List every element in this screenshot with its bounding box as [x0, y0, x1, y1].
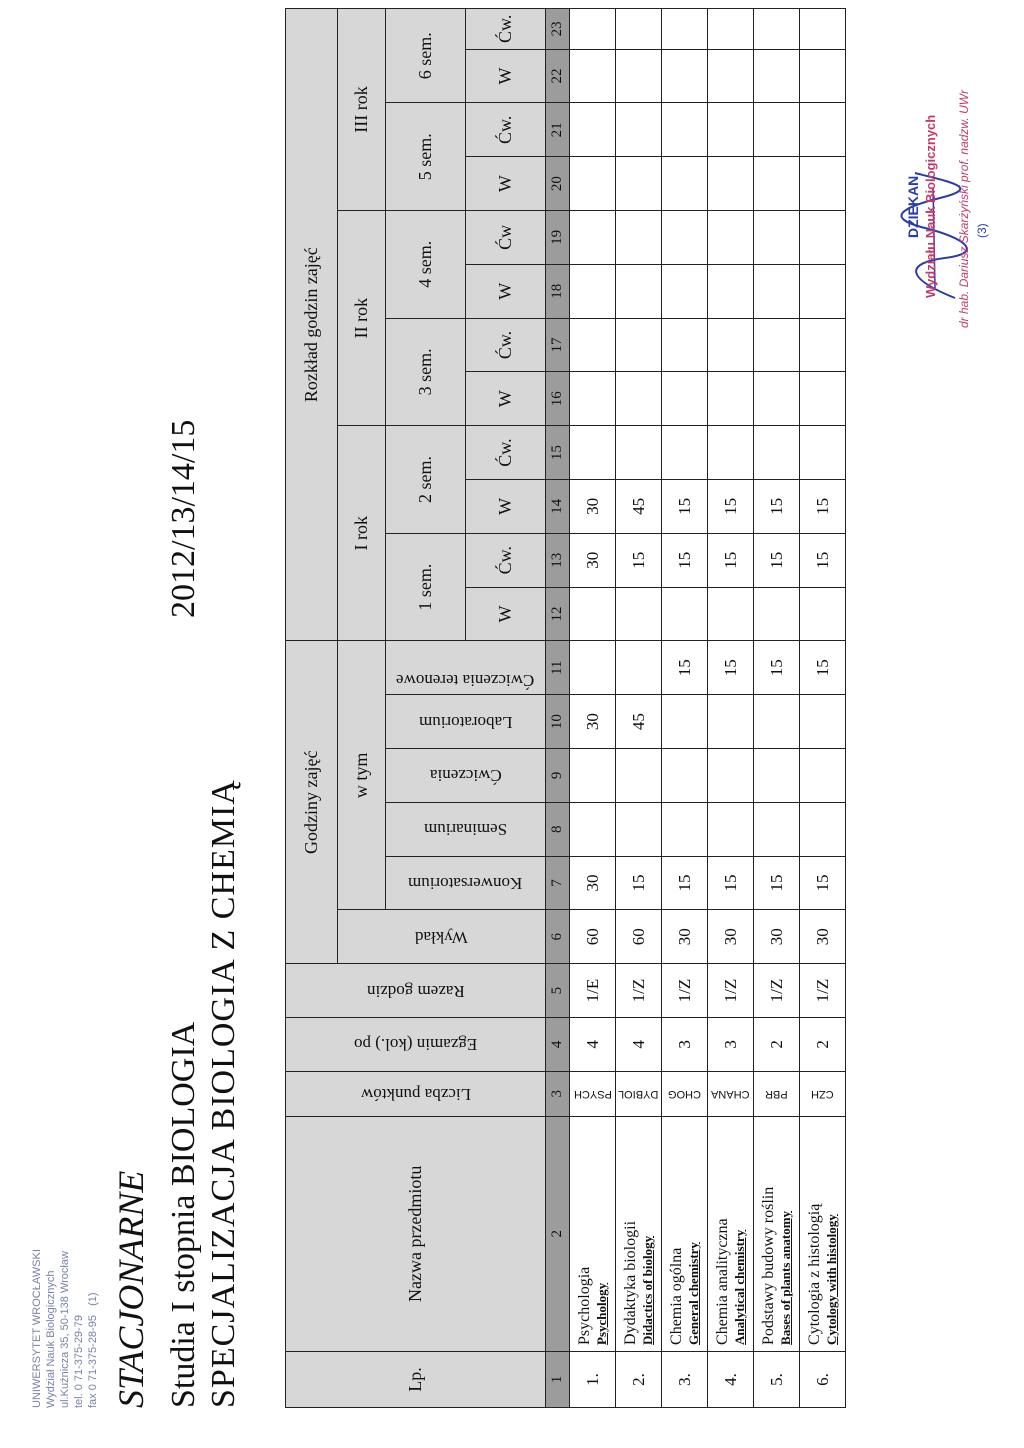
cell-subject-code [754, 1071, 800, 1116]
cell-empty [754, 426, 800, 480]
cell-laboratory: 15 [800, 641, 846, 695]
cell-sem1-w: 15 [662, 533, 708, 587]
subject-name-en: Cytology with histology [823, 1214, 839, 1345]
cell-ects: 2 [754, 1017, 800, 1071]
cell-empty [570, 318, 616, 372]
subject-code: PBR [765, 1087, 788, 1100]
stamp-fax: fax 0 71-375-28-95 [87, 1315, 99, 1408]
cell-empty [662, 49, 708, 103]
header-semester-1: 1 sem. [386, 533, 466, 641]
dean-signature-stamp [905, 68, 1005, 388]
column-number: 5 [546, 964, 570, 1018]
cell-seminar [800, 748, 846, 802]
cell-total-hours: 60 [616, 910, 662, 964]
cell-empty [616, 318, 662, 372]
cell-empty [754, 264, 800, 318]
dean-title: DZIEKAN [905, 175, 921, 238]
cell-conversatory [662, 802, 708, 856]
cell-lecture: 15 [662, 856, 708, 910]
column-number: 1 [546, 1351, 570, 1407]
cell-empty [662, 9, 708, 50]
header-w: W [466, 587, 546, 641]
university-stamp [30, 1249, 100, 1408]
header-field-exercises: Ćwiczenia terenowe [386, 641, 546, 695]
cell-empty [708, 372, 754, 426]
cell-subject-name [708, 1116, 754, 1351]
header-year-1: I rok [338, 426, 386, 641]
cell-empty [708, 318, 754, 372]
cell-total-hours: 30 [708, 910, 754, 964]
cell-empty [800, 211, 846, 265]
table-row [570, 9, 616, 1408]
header-row-1 [286, 9, 338, 1408]
subject-rows [570, 9, 846, 1408]
subject-name-pl: Chemia ogólna [667, 1247, 685, 1345]
header-laboratory: Laboratorium [386, 695, 546, 749]
study-mode-title: STACJONARNE [111, 1170, 151, 1408]
column-number: 11 [546, 641, 570, 695]
cell-empty [800, 426, 846, 480]
cell-conversatory [708, 802, 754, 856]
header-lecture: Wykład [338, 910, 546, 964]
header-w: W [466, 49, 546, 103]
cell-empty [662, 264, 708, 318]
subject-code: PSYCH [573, 1087, 612, 1100]
cell-total-hours: 30 [662, 910, 708, 964]
cell-subject-code [616, 1071, 662, 1116]
cell-exam: 1/E [570, 964, 616, 1018]
cell-conversatory [754, 802, 800, 856]
column-number: 20 [546, 157, 570, 211]
cell-empty [662, 426, 708, 480]
subject-name-en: Analytical chemistry [731, 1229, 747, 1345]
signature-mark: (3) [975, 223, 989, 238]
cell-empty [570, 372, 616, 426]
cell-subject-code [708, 1071, 754, 1116]
header-cw: Ćw [466, 211, 546, 265]
cell-empty [754, 49, 800, 103]
cell-field-exercises [662, 587, 708, 641]
header-semester-4: 4 sem. [386, 211, 466, 319]
cell-sem1-w: 15 [754, 533, 800, 587]
header-conversatory: Konwersatorium [386, 856, 546, 910]
stamp-line: UNIWERSYTET WROCŁAWSKI [31, 1249, 43, 1408]
cell-field-exercises [754, 587, 800, 641]
cell-exam: 1/Z [616, 964, 662, 1018]
cell-seminar [754, 748, 800, 802]
header-semester-5: 5 sem. [386, 103, 466, 211]
cell-seminar [662, 748, 708, 802]
cell-empty [570, 426, 616, 480]
column-number-row [546, 9, 570, 1408]
cell-empty [708, 211, 754, 265]
cell-lp: 2. [616, 1351, 662, 1407]
cell-sem1-cw: 15 [708, 479, 754, 533]
column-number: 15 [546, 426, 570, 480]
cell-subject-name [800, 1116, 846, 1351]
studies-title: Studia I stopnia BIOLOGIA [165, 1021, 202, 1408]
header-w: W [466, 157, 546, 211]
cell-empty [570, 157, 616, 211]
table-row [800, 9, 846, 1408]
header-exercises: Ćwiczenia [386, 748, 546, 802]
subject-name-pl: Cytologia z histologią [805, 1203, 823, 1345]
cell-empty [616, 372, 662, 426]
cell-sem1-cw: 45 [616, 479, 662, 533]
cell-empty [754, 211, 800, 265]
column-number: 13 [546, 533, 570, 587]
cell-lecture: 15 [708, 856, 754, 910]
header-semester-6: 6 sem. [386, 9, 466, 103]
cell-conversatory [616, 802, 662, 856]
stamp-line: Wydział Nauk Biologicznych [45, 1270, 57, 1408]
header-year-3: III rok [338, 9, 386, 211]
cell-empty [800, 157, 846, 211]
cell-field-exercises [708, 587, 754, 641]
stamp-line: ul.Kuźnicza 35, 50-138 Wrocław [59, 1251, 71, 1408]
cell-empty [570, 9, 616, 50]
cell-sem1-w: 15 [708, 533, 754, 587]
cell-lp: 1. [570, 1351, 616, 1407]
cell-lecture: 15 [754, 856, 800, 910]
subject-code: DYBIOL [618, 1087, 659, 1100]
cell-seminar [616, 748, 662, 802]
column-number: 14 [546, 479, 570, 533]
cell-field-exercises [800, 587, 846, 641]
subject-code: CHANA [711, 1087, 750, 1100]
cell-empty [570, 264, 616, 318]
cell-exam: 1/Z [708, 964, 754, 1018]
cell-empty [800, 103, 846, 157]
cell-subject-name [754, 1116, 800, 1351]
cell-empty [800, 372, 846, 426]
table-row [708, 9, 754, 1408]
column-number: 10 [546, 695, 570, 749]
column-number: 8 [546, 802, 570, 856]
cell-laboratory: 15 [662, 641, 708, 695]
cell-lp: 3. [662, 1351, 708, 1407]
column-number: 3 [546, 1071, 570, 1116]
cell-empty [570, 211, 616, 265]
cell-empty [662, 103, 708, 157]
cell-empty [570, 49, 616, 103]
cell-empty [708, 49, 754, 103]
cell-lecture: 15 [800, 856, 846, 910]
cell-empty [662, 318, 708, 372]
table-row [616, 9, 662, 1408]
cell-subject-name [662, 1116, 708, 1351]
cell-empty [616, 103, 662, 157]
cell-exercises [800, 695, 846, 749]
cell-empty [708, 264, 754, 318]
cell-empty [616, 264, 662, 318]
cell-sem1-w: 15 [800, 533, 846, 587]
subject-name-en: General chemistry [685, 1242, 701, 1345]
header-w: W [466, 264, 546, 318]
cell-lp: 5. [754, 1351, 800, 1407]
cell-ects: 3 [662, 1017, 708, 1071]
subject-name-en: Bases of plants anatomy [777, 1210, 793, 1345]
cell-sem1-w: 30 [570, 533, 616, 587]
cell-ects: 4 [570, 1017, 616, 1071]
cell-empty [616, 157, 662, 211]
cell-sem1-cw: 30 [570, 479, 616, 533]
cell-subject-name [570, 1116, 616, 1351]
cell-field-exercises [616, 587, 662, 641]
cell-empty [662, 211, 708, 265]
cell-empty [662, 157, 708, 211]
cell-empty [800, 318, 846, 372]
cell-laboratory [570, 641, 616, 695]
cell-empty [800, 264, 846, 318]
header-ects: Liczba punktów [286, 1071, 546, 1116]
header-cw: Ćw. [466, 426, 546, 480]
cell-empty [708, 426, 754, 480]
dean-faculty: Wydziału Nauk Biologicznych [923, 114, 938, 298]
cell-empty [616, 211, 662, 265]
cell-laboratory: 15 [708, 641, 754, 695]
cell-empty [616, 9, 662, 50]
column-number: 7 [546, 856, 570, 910]
cell-empty [754, 372, 800, 426]
cell-lp: 6. [800, 1351, 846, 1407]
header-including: w tym [338, 641, 386, 910]
specialization-title: SPECJALIZACJA BIOLOGIA Z CHEMIĄ [205, 779, 242, 1408]
subject-name-pl: Psychologia [575, 1266, 593, 1345]
header-subject-name: Nazwa przedmiotu [286, 1116, 546, 1351]
cell-exam: 1/Z [800, 964, 846, 1018]
cell-exercises: 45 [616, 695, 662, 749]
cell-ects: 2 [800, 1017, 846, 1071]
cell-total-hours: 30 [754, 910, 800, 964]
cell-subject-code [570, 1071, 616, 1116]
cell-empty [800, 49, 846, 103]
cell-sem1-cw: 15 [754, 479, 800, 533]
cell-exercises [754, 695, 800, 749]
column-number: 19 [546, 211, 570, 265]
cell-empty [708, 9, 754, 50]
cell-empty [754, 157, 800, 211]
header-lp: Lp. [286, 1351, 546, 1407]
header-cw: Ćw. [466, 533, 546, 587]
cell-exercises [662, 695, 708, 749]
cell-conversatory [570, 802, 616, 856]
cell-exercises [708, 695, 754, 749]
header-semester-2: 2 sem. [386, 426, 466, 534]
cell-empty [616, 49, 662, 103]
column-number: 23 [546, 9, 570, 50]
subject-name-en: Psychology [593, 1282, 609, 1345]
cell-empty [754, 9, 800, 50]
cell-subject-code [662, 1071, 708, 1116]
stamp-mark: (1) [87, 1292, 99, 1306]
column-number: 21 [546, 103, 570, 157]
cell-subject-code [800, 1071, 846, 1116]
header-semester-3: 3 sem. [386, 318, 466, 426]
cell-field-exercises [570, 587, 616, 641]
cell-laboratory [616, 641, 662, 695]
table-row [662, 9, 708, 1408]
column-number: 16 [546, 372, 570, 426]
header-seminar: Seminarium [386, 802, 546, 856]
cell-empty [754, 103, 800, 157]
header-w: W [466, 479, 546, 533]
header-cw: Ćw. [466, 9, 546, 50]
cell-exam: 1/Z [754, 964, 800, 1018]
cell-exam: 1/Z [662, 964, 708, 1018]
dean-name: dr hab. Dariusz Skarżyński prof. nadzw. UWr [957, 89, 971, 328]
header-exam: Egzamin (kol.) po [286, 1017, 546, 1071]
cell-total-hours: 30 [800, 910, 846, 964]
cell-empty [708, 103, 754, 157]
header-w: W [466, 372, 546, 426]
subject-code: CHOG [668, 1087, 701, 1100]
header-cw: Ćw. [466, 318, 546, 372]
cell-empty [800, 9, 846, 50]
cell-subject-name [616, 1116, 662, 1351]
academic-years: 2012/13/14/15 [165, 419, 202, 618]
cell-empty [708, 157, 754, 211]
cell-sem1-w: 15 [616, 533, 662, 587]
cell-sem1-cw: 15 [800, 479, 846, 533]
cell-lecture: 30 [570, 856, 616, 910]
column-number: 2 [546, 1116, 570, 1351]
curriculum-table [285, 8, 846, 1408]
column-number: 4 [546, 1017, 570, 1071]
cell-ects: 3 [708, 1017, 754, 1071]
header-cw: Ćw. [466, 103, 546, 157]
subject-code: CZH [811, 1087, 834, 1100]
cell-empty [570, 103, 616, 157]
cell-exercises: 30 [570, 695, 616, 749]
cell-laboratory: 15 [754, 641, 800, 695]
cell-conversatory [800, 802, 846, 856]
cell-empty [662, 372, 708, 426]
column-number: 18 [546, 264, 570, 318]
subject-name-pl: Podstawy budowy roślin [759, 1186, 777, 1345]
subject-name-pl: Dydaktyka biologii [621, 1220, 639, 1345]
column-number: 22 [546, 49, 570, 103]
cell-empty [754, 318, 800, 372]
subject-name-pl: Chemia analityczna [713, 1218, 731, 1345]
header-year-2: II rok [338, 211, 386, 426]
column-number: 6 [546, 910, 570, 964]
column-number: 17 [546, 318, 570, 372]
cell-ects: 4 [616, 1017, 662, 1071]
cell-seminar [570, 748, 616, 802]
header-schedule: Rozkład godzin zajęć [286, 9, 338, 641]
cell-total-hours: 60 [570, 910, 616, 964]
stamp-line: tel. 0 71-375-29-79 [73, 1315, 85, 1408]
cell-lecture: 15 [616, 856, 662, 910]
cell-seminar [708, 748, 754, 802]
header-class-hours: Godziny zajęć [286, 641, 338, 964]
header-total-hours: Razem godzin [286, 964, 546, 1018]
cell-lp: 4. [708, 1351, 754, 1407]
column-number: 9 [546, 748, 570, 802]
column-number: 12 [546, 587, 570, 641]
cell-empty [616, 426, 662, 480]
cell-sem1-cw: 15 [662, 479, 708, 533]
stamp-line [86, 1249, 100, 1408]
subject-name-en: Didactics of biology [639, 1235, 655, 1345]
table-row [754, 9, 800, 1408]
